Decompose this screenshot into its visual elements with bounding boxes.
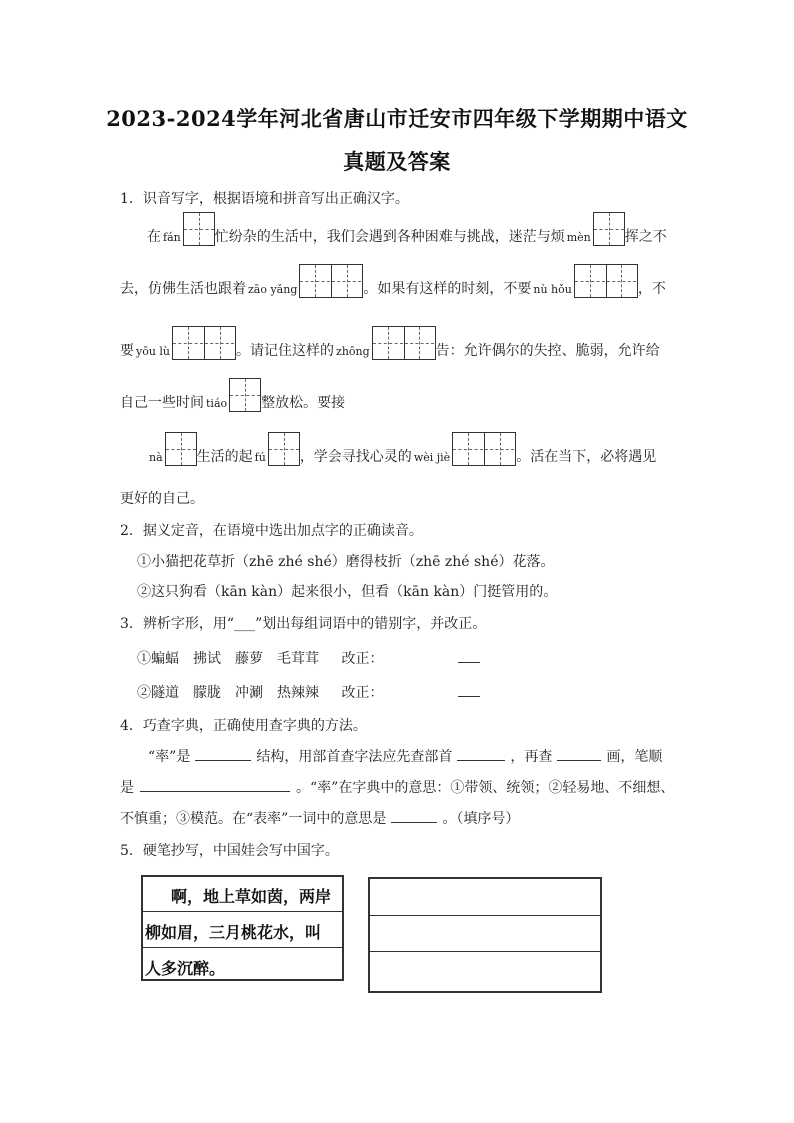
answer-box-zaoyang[interactable] bbox=[299, 264, 363, 298]
q2-item2: ②这只狗看（kān kàn）起来很小，但看（kān kàn）门挺管用的。 bbox=[137, 584, 558, 600]
answer-box-na[interactable] bbox=[165, 432, 197, 466]
q1-line5: nà 生活的起 fú ，学会寻找心灵的 wèi jiè 。活在当下，必将遇见 bbox=[147, 432, 656, 466]
answer-box-youlu[interactable] bbox=[172, 326, 236, 360]
handwriting-line-3: 人多沉醉。 bbox=[145, 959, 226, 978]
pinyin-men: mèn bbox=[566, 231, 591, 244]
answer-box-nuhou[interactable] bbox=[574, 264, 638, 298]
q3-item1: ①蝙蝠 拂试 藤萝 毛茸茸 改正： bbox=[137, 651, 384, 667]
q1-heading: 1．识音写字，根据语境和拼音写出正确汉字。 bbox=[120, 191, 409, 207]
q4-line3: 不慎重；③模范。在“表率”一词中的意思是 。（填序号） bbox=[120, 811, 520, 827]
pinyin-na: nà bbox=[149, 451, 163, 464]
q4-line2: 是 。“率”在字典中的意思：①带领、统领；②轻易地、不细想、 bbox=[120, 780, 675, 796]
answer-box-men[interactable] bbox=[593, 212, 625, 246]
q1-line3: 要 yōu lù 。请记住这样的 zhōng 告：允许偶尔的失控、脆弱，允许给 bbox=[120, 326, 660, 360]
answer-box-fan[interactable] bbox=[183, 212, 215, 246]
answer-box-fu[interactable] bbox=[268, 432, 300, 466]
q4-blank-stroke-order[interactable] bbox=[140, 779, 290, 792]
pinyin-youlu: yōu lù bbox=[136, 345, 171, 358]
q1-line4: 自己一些时间 tiáo 整放松。要接 bbox=[120, 378, 345, 412]
page-title-line2: 真题及答案 bbox=[343, 149, 451, 174]
copy-writing-box[interactable] bbox=[368, 877, 602, 993]
answer-box-tiao[interactable] bbox=[229, 378, 261, 412]
handwriting-sample-box bbox=[141, 875, 344, 981]
q4-blank-radical[interactable] bbox=[457, 748, 505, 761]
q3-heading: 3．辨析字形，用“___”划出每组词语中的错别字，并改正。 bbox=[120, 616, 487, 632]
q1-line6: 更好的自己。 bbox=[120, 491, 204, 507]
q4-line1: “率”是 结构，用部首查字法应先查部首 ，再查 画，笔顺 bbox=[148, 749, 663, 765]
pinyin-zaoyang: zāo yǎng bbox=[248, 283, 298, 296]
answer-box-weijie[interactable] bbox=[452, 432, 516, 466]
pinyin-nuhou: nù hǒu bbox=[533, 283, 572, 296]
handwriting-line-2: 柳如眉，三月桃花水，叫 bbox=[145, 923, 322, 942]
q4-blank-strokes[interactable] bbox=[557, 748, 601, 761]
pinyin-fan: fán bbox=[163, 231, 181, 244]
q4-blank-structure[interactable] bbox=[195, 748, 251, 761]
pinyin-tiao: tiáo bbox=[206, 397, 228, 410]
handwriting-line-1: 啊，地上草如茵，两岸 bbox=[171, 887, 332, 906]
q3-answer-2[interactable] bbox=[458, 684, 480, 697]
q1-line2: 去，仿佛生活也跟着 zāo yǎng 。如果有这样的时刻，不要 nù hǒu ，不 bbox=[120, 264, 666, 298]
q5-heading: 5．硬笔抄写，中国娃会写中国字。 bbox=[120, 843, 339, 859]
q3-answer-1[interactable] bbox=[458, 650, 480, 663]
q4-heading: 4．巧查字典，正确使用查字典的方法。 bbox=[120, 718, 367, 734]
q1-line1: 在 fán 忙纷杂的生活中，我们会遇到各种困难与挑战，迷茫与烦 mèn 挥之不 bbox=[147, 212, 667, 246]
answer-box-zhong[interactable] bbox=[372, 326, 436, 360]
q3-item2: ②隧道 朦胧 冲涮 热辣辣 改正： bbox=[137, 685, 384, 701]
q4-blank-meaning[interactable] bbox=[391, 810, 437, 823]
pinyin-weijie: wèi jiè bbox=[413, 451, 451, 464]
q2-heading: 2．据义定音，在语境中选出加点字的正确读音。 bbox=[120, 523, 423, 539]
pinyin-fu: fú bbox=[254, 451, 266, 464]
page-title: 2023-2024学年河北省唐山市迁安市四年级下学期期中语文 bbox=[106, 106, 688, 131]
q2-item1: ①小猫把花草折（zhē zhé shé）磨得枝折（zhē zhé shé）花落。 bbox=[137, 554, 555, 570]
pinyin-zhong: zhōng bbox=[336, 345, 370, 358]
